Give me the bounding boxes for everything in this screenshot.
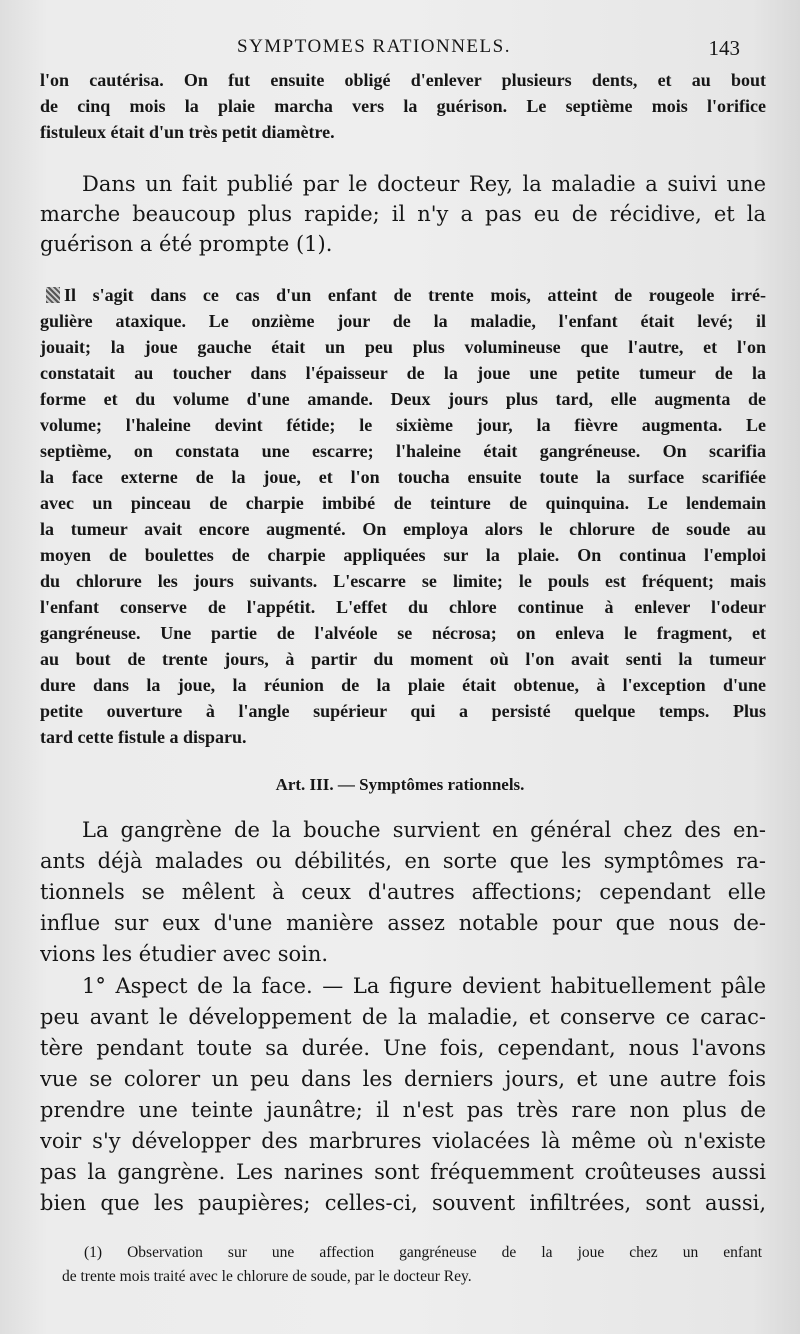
text-line: de cinq mois la plaie marcha vers la guérison. Le septième mois l'orifice xyxy=(40,96,766,116)
text-line: petite ouverture à l'angle supérieur qui a persisté quelque temps. Plus xyxy=(40,701,766,721)
text-line: au bout de trente jours, à partir du moment où l'on avait senti la tumeur xyxy=(40,649,766,669)
page-number: 143 xyxy=(708,36,740,60)
text-line: l'on cautérisa. On fut ensuite obligé d'enlever plusieurs dents, et au bout xyxy=(40,70,766,90)
text-line: tionnels se mêlent à ceux d'autres affections; cependant elle xyxy=(40,880,766,904)
text-line: Dans un fait publié par le docteur Rey, la maladie a suivi une xyxy=(82,172,766,196)
text-line: vions les étudier avec soin. xyxy=(40,942,329,966)
text-line: avec un pinceau de charpie imbibé de teinture de quinquina. Le lendemain xyxy=(40,493,766,513)
paragraph-ornament-icon xyxy=(46,287,60,303)
text-line: prendre une teinte jaunâtre; il n'est pas très rare non plus de xyxy=(40,1098,766,1122)
text-line: tère pendant toute sa durée. Une fois, cependant, nous l'avons xyxy=(40,1036,766,1060)
running-title: SYMPTOMES RATIONNELS. xyxy=(237,36,511,57)
text-line: constatait au toucher dans l'épaisseur de la joue une petite tumeur de la xyxy=(40,363,766,383)
text-line: gulière ataxique. Le onzième jour de la maladie, l'enfant était levé; il xyxy=(40,311,766,331)
text-line: bien que les paupières; celles-ci, souvent infiltrées, sont aussi, xyxy=(40,1191,766,1215)
text-line: marche beaucoup plus rapide; il n'y a pas eu de récidive, et la xyxy=(40,202,766,226)
text-line: influe sur eux d'une manière assez notable pour que nous de- xyxy=(40,911,766,935)
text-line: gangréneuse. Une partie de l'alvéole se nécrosa; on enleva le fragment, et xyxy=(40,623,766,643)
text-line: la tumeur avait encore augmenté. On employa alors le chlorure de soude au xyxy=(40,519,766,539)
text-line: du chlorure les jours suivants. L'escarre se limite; le pouls est fréquent; mais xyxy=(40,571,766,591)
text-line: dure dans la joue, la réunion de la plaie était obtenue, à l'exception d'une xyxy=(40,675,766,695)
text-line: 1° Aspect de la face. — La figure devient habituellement pâle xyxy=(82,974,766,998)
text-line: volume; l'haleine devint fétide; le sixième jour, la fièvre augmenta. Le xyxy=(40,415,766,435)
text-line: vue se colorer un peu dans les derniers jours, et une autre fois xyxy=(40,1067,766,1091)
text-line: moyen de boulettes de charpie appliquées sur la plaie. On continua l'emploi xyxy=(40,545,766,565)
text-line: jouait; la joue gauche était un peu plus volumineuse que l'autre, et l'on xyxy=(40,337,766,357)
text-line: La gangrène de la bouche survient en général chez des en- xyxy=(82,818,766,842)
footnote-line: de trente mois traité avec le chlorure de soude, par le docteur Rey. xyxy=(62,1268,472,1285)
footnote-line: (1) Observation sur une affection gangréneuse de la joue chez un enfant xyxy=(84,1244,762,1261)
text-line: tard cette fistule a disparu. xyxy=(40,727,247,747)
running-head xyxy=(0,34,800,64)
text-line: septième, on constata une escarre; l'haleine était gangréneuse. On scarifia xyxy=(40,441,766,461)
text-line: la face externe de la joue, et l'on toucha ensuite toute la surface scarifiée xyxy=(40,467,766,487)
text-line: fistuleux était d'un très petit diamètre. xyxy=(40,122,335,142)
text-line: peu avant le développement de la maladie, et conserve ce carac- xyxy=(40,1005,766,1029)
text-line: guérison a été prompte (1). xyxy=(40,232,333,256)
section-heading: Art. III. — Symptômes rationnels. xyxy=(275,775,525,794)
text-line: voir s'y développer des marbrures violacées là même où n'existe xyxy=(40,1129,766,1153)
text-line: pas la gangrène. Les narines sont fréquemment croûteuses aussi xyxy=(40,1160,766,1184)
text-line: Il s'agit dans ce cas d'un enfant de trente mois, atteint de rougeole irré- xyxy=(64,285,766,305)
text-line: ants déjà malades ou débilités, en sorte que les symptômes ra- xyxy=(40,849,766,873)
text-line: forme et du volume d'une amande. Deux jours plus tard, elle augmenta de xyxy=(40,389,766,409)
text-line: l'enfant conserve de l'appétit. L'effet du chlore continue à enlever l'odeur xyxy=(40,597,766,617)
